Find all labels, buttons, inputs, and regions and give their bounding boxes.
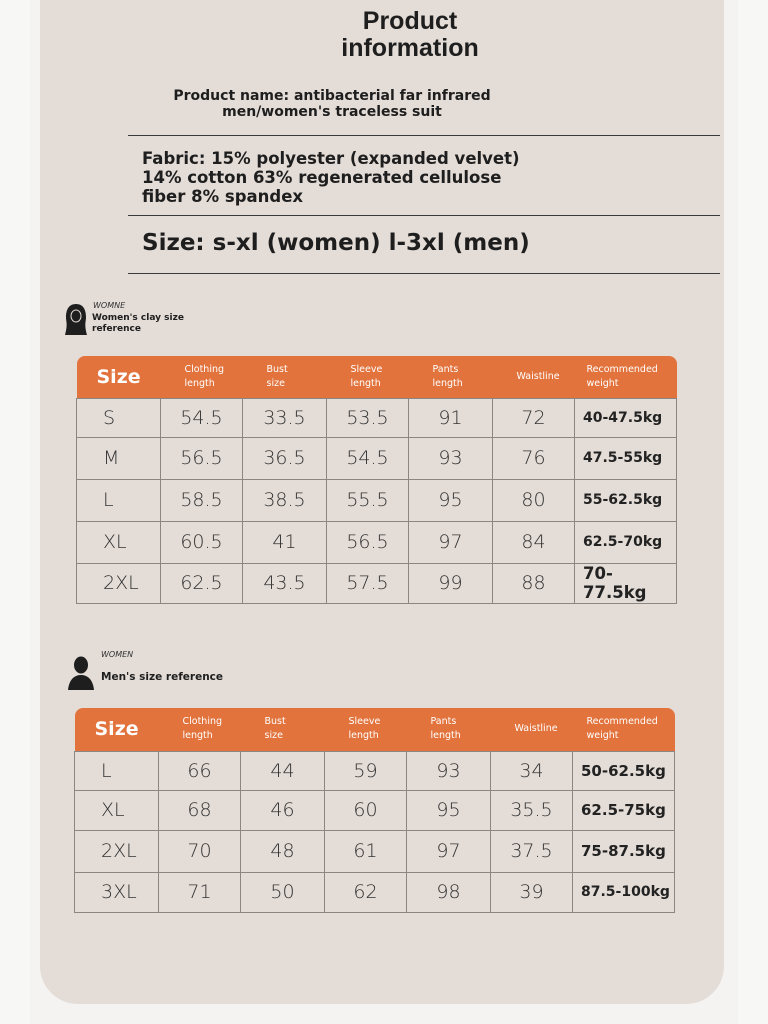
cell-weight: 70-77.5kg xyxy=(575,563,677,603)
table-row xyxy=(77,563,677,603)
woman-silhouette-icon xyxy=(62,302,90,336)
cell-clothing-length: 54.5 xyxy=(161,398,243,437)
header-bust-size: Bust size xyxy=(241,708,325,751)
cell-weight: 47.5-55kg xyxy=(575,437,677,479)
divider xyxy=(128,273,720,274)
cell-sleeve-length: 60 xyxy=(325,790,407,830)
title-line-2: information xyxy=(341,34,479,62)
table-row xyxy=(75,790,675,830)
header-size: Size xyxy=(77,356,161,398)
cell-bust-size: 48 xyxy=(241,830,325,872)
cell-pants-length: 93 xyxy=(407,751,491,790)
header-pants-length: Pants length xyxy=(407,708,491,751)
cell-bust-size: 36.5 xyxy=(243,437,327,479)
table-header-row xyxy=(75,708,675,751)
cell-waistline: 35.5 xyxy=(491,790,573,830)
cell-pants-length: 91 xyxy=(409,398,493,437)
product-name-line-1: Product name: antibacterial far infrared xyxy=(173,88,491,104)
table-row xyxy=(77,479,677,521)
cell-sleeve-length: 59 xyxy=(325,751,407,790)
table-row xyxy=(75,830,675,872)
cell-sleeve-length: 62 xyxy=(325,872,407,912)
page-margin-right xyxy=(738,0,768,1024)
cell-size: L xyxy=(75,751,159,790)
cell-weight: 50-62.5kg xyxy=(573,751,675,790)
cell-bust-size: 50 xyxy=(241,872,325,912)
cell-sleeve-length: 53.5 xyxy=(327,398,409,437)
size-summary: Size: s-xl (women) l-3xl (men) xyxy=(142,230,530,256)
cell-size: L xyxy=(77,479,161,521)
cell-clothing-length: 70 xyxy=(159,830,241,872)
cell-waistline: 34 xyxy=(491,751,573,790)
header-recommended-weight: Recommended weight xyxy=(575,356,677,398)
header-clothing-length: Clothing length xyxy=(161,356,243,398)
cell-weight: 40-47.5kg xyxy=(575,398,677,437)
cell-waistline: 76 xyxy=(493,437,575,479)
fabric-line-2: 14% cotton 63% regenerated cellulose xyxy=(142,168,502,187)
page-title xyxy=(40,8,768,62)
table-header-row xyxy=(77,356,677,398)
table-row xyxy=(77,398,677,437)
men-size-table xyxy=(74,708,675,913)
cell-size: 2XL xyxy=(75,830,159,872)
fabric-line-3: fiber 8% spandex xyxy=(142,187,304,206)
cell-clothing-length: 56.5 xyxy=(161,437,243,479)
cell-weight: 75-87.5kg xyxy=(573,830,675,872)
cell-pants-length: 95 xyxy=(409,479,493,521)
cell-weight: 55-62.5kg xyxy=(575,479,677,521)
table-row xyxy=(75,751,675,790)
cell-pants-length: 95 xyxy=(407,790,491,830)
cell-bust-size: 46 xyxy=(241,790,325,830)
cell-clothing-length: 62.5 xyxy=(161,563,243,603)
header-recommended-weight: Recommended weight xyxy=(573,708,675,751)
fabric-info xyxy=(142,149,542,206)
fabric-line-1: Fabric: 15% polyester (expanded velvet) xyxy=(142,149,520,168)
header-sleeve-length: Sleeve length xyxy=(327,356,409,398)
cell-clothing-length: 68 xyxy=(159,790,241,830)
women-size-table xyxy=(76,356,677,604)
women-label-line-2: reference xyxy=(92,324,141,334)
men-label: Men's size reference xyxy=(101,671,224,683)
divider xyxy=(128,135,720,136)
header-bust-size: Bust size xyxy=(243,356,327,398)
cell-bust-size: 44 xyxy=(241,751,325,790)
cell-sleeve-length: 55.5 xyxy=(327,479,409,521)
page-margin-left xyxy=(0,0,30,1024)
header-size: Size xyxy=(75,708,159,751)
table-row xyxy=(77,437,677,479)
header-waistline: Waistline xyxy=(493,356,575,398)
cell-sleeve-length: 57.5 xyxy=(327,563,409,603)
cell-size: XL xyxy=(75,790,159,830)
product-name-line-2: men/women's traceless suit xyxy=(222,104,442,120)
product-name xyxy=(132,88,532,120)
cell-waistline: 39 xyxy=(491,872,573,912)
cell-pants-length: 97 xyxy=(409,521,493,563)
cell-waistline: 72 xyxy=(493,398,575,437)
cell-waistline: 84 xyxy=(493,521,575,563)
cell-size: S xyxy=(77,398,161,437)
cell-weight: 62.5-75kg xyxy=(573,790,675,830)
header-clothing-length: Clothing length xyxy=(159,708,241,751)
cell-clothing-length: 58.5 xyxy=(161,479,243,521)
cell-size: M xyxy=(77,437,161,479)
cell-waistline: 37.5 xyxy=(491,830,573,872)
cell-bust-size: 41 xyxy=(243,521,327,563)
table-row xyxy=(75,872,675,912)
table-row xyxy=(77,521,677,563)
cell-sleeve-length: 61 xyxy=(325,830,407,872)
header-sleeve-length: Sleeve length xyxy=(325,708,407,751)
header-pants-length: Pants length xyxy=(409,356,493,398)
cell-sleeve-length: 54.5 xyxy=(327,437,409,479)
cell-pants-length: 93 xyxy=(409,437,493,479)
cell-weight: 62.5-70kg xyxy=(575,521,677,563)
header-waistline: Waistline xyxy=(491,708,573,751)
cell-bust-size: 43.5 xyxy=(243,563,327,603)
title-line-1: Product xyxy=(362,7,458,35)
women-label xyxy=(92,313,184,335)
cell-clothing-length: 71 xyxy=(159,872,241,912)
cell-size: 3XL xyxy=(75,872,159,912)
cell-weight: 87.5-100kg xyxy=(573,872,675,912)
cell-pants-length: 99 xyxy=(409,563,493,603)
cell-bust-size: 33.5 xyxy=(243,398,327,437)
women-label-line-1: Women's clay size xyxy=(92,313,184,323)
cell-pants-length: 97 xyxy=(407,830,491,872)
cell-sleeve-length: 56.5 xyxy=(327,521,409,563)
cell-clothing-length: 66 xyxy=(159,751,241,790)
cell-pants-length: 98 xyxy=(407,872,491,912)
cell-size: XL xyxy=(77,521,161,563)
women-small-label: WOMNE xyxy=(93,301,126,310)
man-silhouette-icon xyxy=(66,655,96,691)
cell-waistline: 88 xyxy=(493,563,575,603)
cell-clothing-length: 60.5 xyxy=(161,521,243,563)
cell-bust-size: 38.5 xyxy=(243,479,327,521)
cell-size: 2XL xyxy=(77,563,161,603)
divider xyxy=(128,215,720,216)
men-small-label: WOMEN xyxy=(101,650,134,659)
cell-waistline: 80 xyxy=(493,479,575,521)
